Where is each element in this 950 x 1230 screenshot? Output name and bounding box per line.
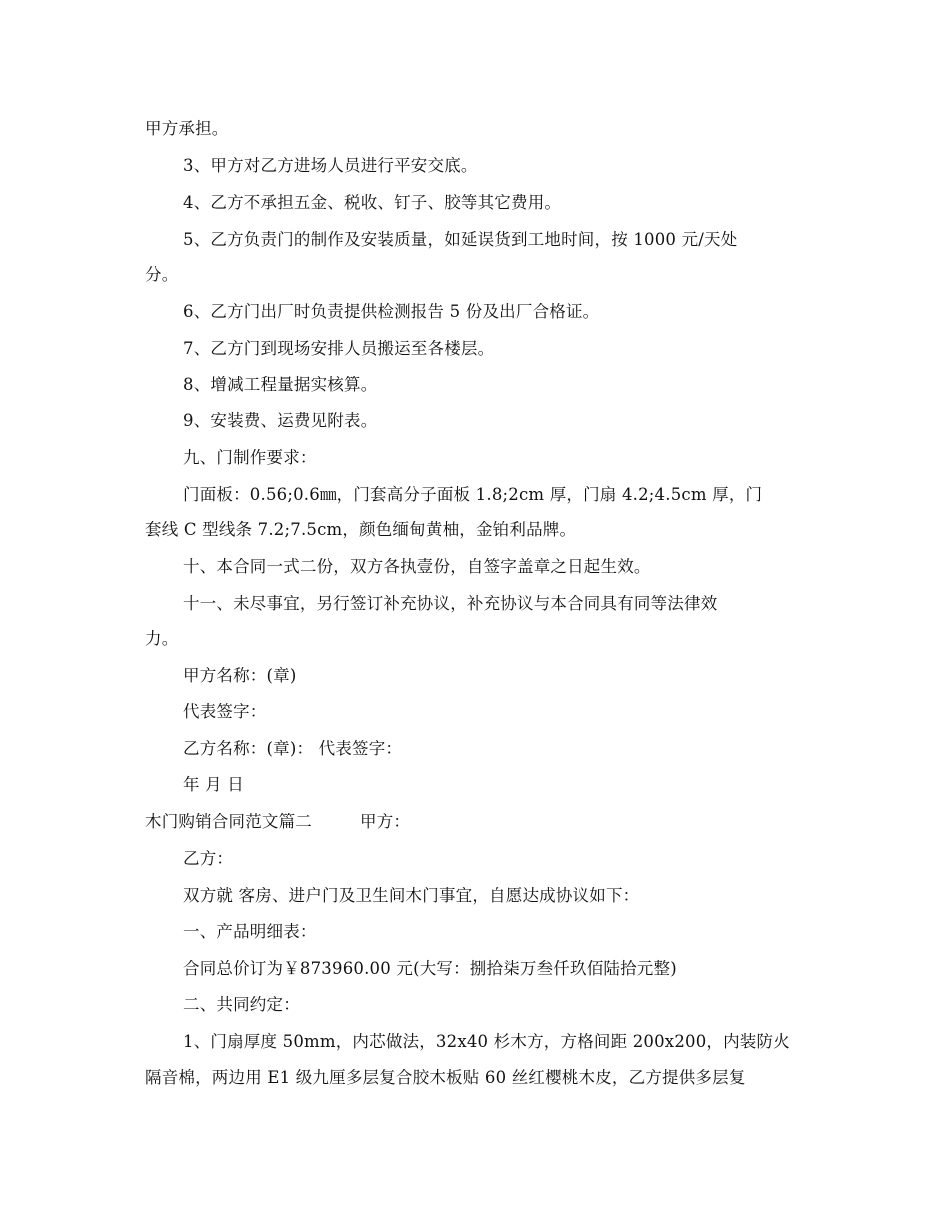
- text-line: 合同总价订为￥873960.00 元(大写：捌拾柒万叁仟玖佰陆拾元整): [183, 959, 677, 978]
- section-heading: 十、本合同一式二份，双方各执壹份，自签字盖章之日起生效。: [183, 557, 651, 576]
- document-title: 木门购销合同范文篇二: [145, 812, 312, 831]
- text-line: 双方就 客房、进户门及卫生间木门事宜，自愿达成协议如下：: [183, 886, 640, 905]
- party-b-label: 乙方：: [183, 849, 234, 868]
- document-title-line: [145, 811, 825, 833]
- text-line: 套线 C 型线条 7.2;7.5cm，颜色缅甸黄柚，金铂利品牌。: [145, 520, 577, 539]
- text-line: 3、甲方对乙方进场人员进行平安交底。: [183, 156, 478, 175]
- text-line: 甲方承担。: [145, 119, 229, 138]
- section-heading: 九、门制作要求：: [183, 448, 317, 467]
- text-line: 6、乙方门出厂时负责提供检测报告 5 份及出厂合格证。: [183, 302, 600, 321]
- signature-line: 代表签字：: [183, 702, 267, 721]
- date-line: 年 月 日: [183, 775, 244, 794]
- text-line: 8、增减工程量据实核算。: [183, 375, 378, 394]
- section-heading: 十一、未尽事宜，另行签订补充协议，补充协议与本合同具有同等法律效: [183, 594, 718, 613]
- party-a-label: 甲方：: [360, 812, 411, 831]
- text-line: 隔音棉，两边用 E1 级九厘多层复合胶木板贴 60 丝红樱桃木皮，乙方提供多层复: [145, 1068, 746, 1087]
- text-line: 5、乙方负责门的制作及安装质量，如延误货到工地时间，按 1000 元/天处: [183, 230, 738, 249]
- text-line: 力。: [145, 629, 179, 648]
- signature-line: 乙方名称：(章)： 代表签字：: [183, 739, 403, 758]
- text-line: 门面板：0.56;0.6㎜，门套高分子面板 1.8;2cm 厚，门扇 4.2;4.5cm 厚，门: [183, 485, 763, 504]
- signature-line: 甲方名称：(章): [183, 666, 297, 685]
- text-line: 7、乙方门到现场安排人员搬运至各楼层。: [183, 339, 495, 358]
- text-line: 分。: [145, 265, 179, 284]
- section-heading: 二、共同约定：: [183, 995, 300, 1014]
- text-line: 1、门扇厚度 50mm，内芯做法，32x40 杉木方，方格间距 200x200，内装防火: [183, 1032, 790, 1051]
- section-heading: 一、产品明细表：: [183, 922, 317, 941]
- text-line: 9、安装费、运费见附表。: [183, 411, 378, 430]
- text-line: 4、乙方不承担五金、税收、钉子、胶等其它费用。: [183, 193, 562, 212]
